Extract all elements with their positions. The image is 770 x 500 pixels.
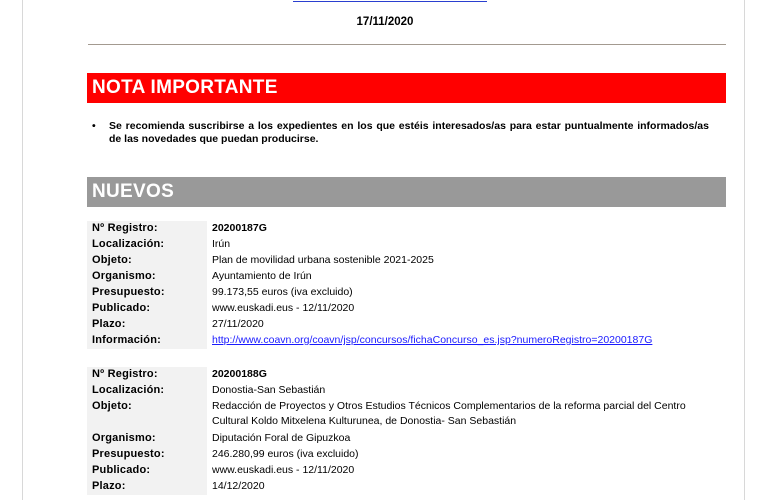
tender-entry xyxy=(87,221,707,349)
entry-row-plazo xyxy=(87,317,707,333)
value-registro: 20200187G xyxy=(212,222,267,234)
header-divider xyxy=(88,44,726,45)
value-publicado: www.euskadi.eus - 12/11/2020 xyxy=(212,302,355,314)
entry-row-plazo xyxy=(87,479,707,495)
label-objeto: Objeto: xyxy=(87,253,207,269)
entry-row-localizacion xyxy=(87,237,707,253)
entry-row-presupuesto xyxy=(87,447,707,463)
entry-row-informacion xyxy=(87,333,707,349)
value-localizacion: Donostia-San Sebastián xyxy=(212,384,326,396)
label-organismo: Organismo: xyxy=(87,269,207,285)
label-plazo: Plazo: xyxy=(87,317,207,333)
value-organismo: Diputación Foral de Gipuzkoa xyxy=(212,432,351,444)
entry-row-organismo xyxy=(87,431,707,447)
bullet-icon: • xyxy=(92,120,96,132)
entry-row-objeto xyxy=(87,399,707,431)
label-publicado: Publicado: xyxy=(87,463,207,479)
tender-entry xyxy=(87,367,707,495)
value-presupuesto: 246.280,99 euros (iva excluido) xyxy=(212,448,359,460)
entry-row-organismo xyxy=(87,269,707,285)
bulletin-date: 17/11/2020 xyxy=(356,16,414,28)
label-registro: Nº Registro: xyxy=(87,367,207,383)
label-presupuesto: Presupuesto: xyxy=(87,447,207,463)
informacion-link[interactable]: http://www.coavn.org/coavn/jsp/concursos/fichaConcurso_es.jsp?numeroRegistro=20200187G xyxy=(212,334,653,346)
label-registro: Nº Registro: xyxy=(87,221,207,237)
value-plazo: 27/11/2020 xyxy=(212,318,264,330)
label-localizacion: Localización: xyxy=(87,383,207,399)
value-presupuesto: 99.173,55 euros (iva excluido) xyxy=(212,286,353,298)
page-border-left xyxy=(22,0,23,500)
entry-row-registro xyxy=(87,221,707,237)
value-informacion xyxy=(212,333,707,348)
entry-row-objeto xyxy=(87,253,707,269)
value-objeto: Redacción de Proyectos y Otros Estudios Técnicos Complementarios de la reforma parcial del Centro Cultural Koldo Mitxelena Kulturunea, de Donostia- San Sebastián xyxy=(212,400,686,427)
label-organismo: Organismo: xyxy=(87,431,207,447)
nuevos-banner: NUEVOS xyxy=(87,177,726,207)
value-organismo: Ayuntamiento de Irún xyxy=(212,270,312,282)
value-objeto: Plan de movilidad urbana sostenible 2021-2025 xyxy=(212,254,434,266)
entry-row-registro xyxy=(87,367,707,383)
label-presupuesto: Presupuesto: xyxy=(87,285,207,301)
entry-row-presupuesto xyxy=(87,285,707,301)
label-objeto: Objeto: xyxy=(87,399,207,431)
page-border-right xyxy=(744,0,745,500)
value-publicado: www.euskadi.eus - 12/11/2020 xyxy=(212,464,355,476)
label-plazo: Plazo: xyxy=(87,479,207,495)
nota-importante-note xyxy=(92,120,709,146)
label-localizacion: Localización: xyxy=(87,237,207,253)
value-plazo: 14/12/2020 xyxy=(212,480,265,492)
header-link-fragment[interactable] xyxy=(293,0,487,2)
label-informacion: Información: xyxy=(87,333,207,349)
value-localizacion: Irún xyxy=(212,238,231,250)
nota-text: Se recomienda suscribirse a los expedientes en los que estéis interesados/as para estar puntualmente informados/as de las novedades que puedan producirse. xyxy=(109,120,709,145)
entry-row-publicado xyxy=(87,463,707,479)
entry-row-localizacion xyxy=(87,383,707,399)
label-publicado: Publicado: xyxy=(87,301,207,317)
value-registro: 20200188G xyxy=(212,368,267,380)
entry-row-publicado xyxy=(87,301,707,317)
nota-importante-banner: NOTA IMPORTANTE xyxy=(87,73,726,103)
